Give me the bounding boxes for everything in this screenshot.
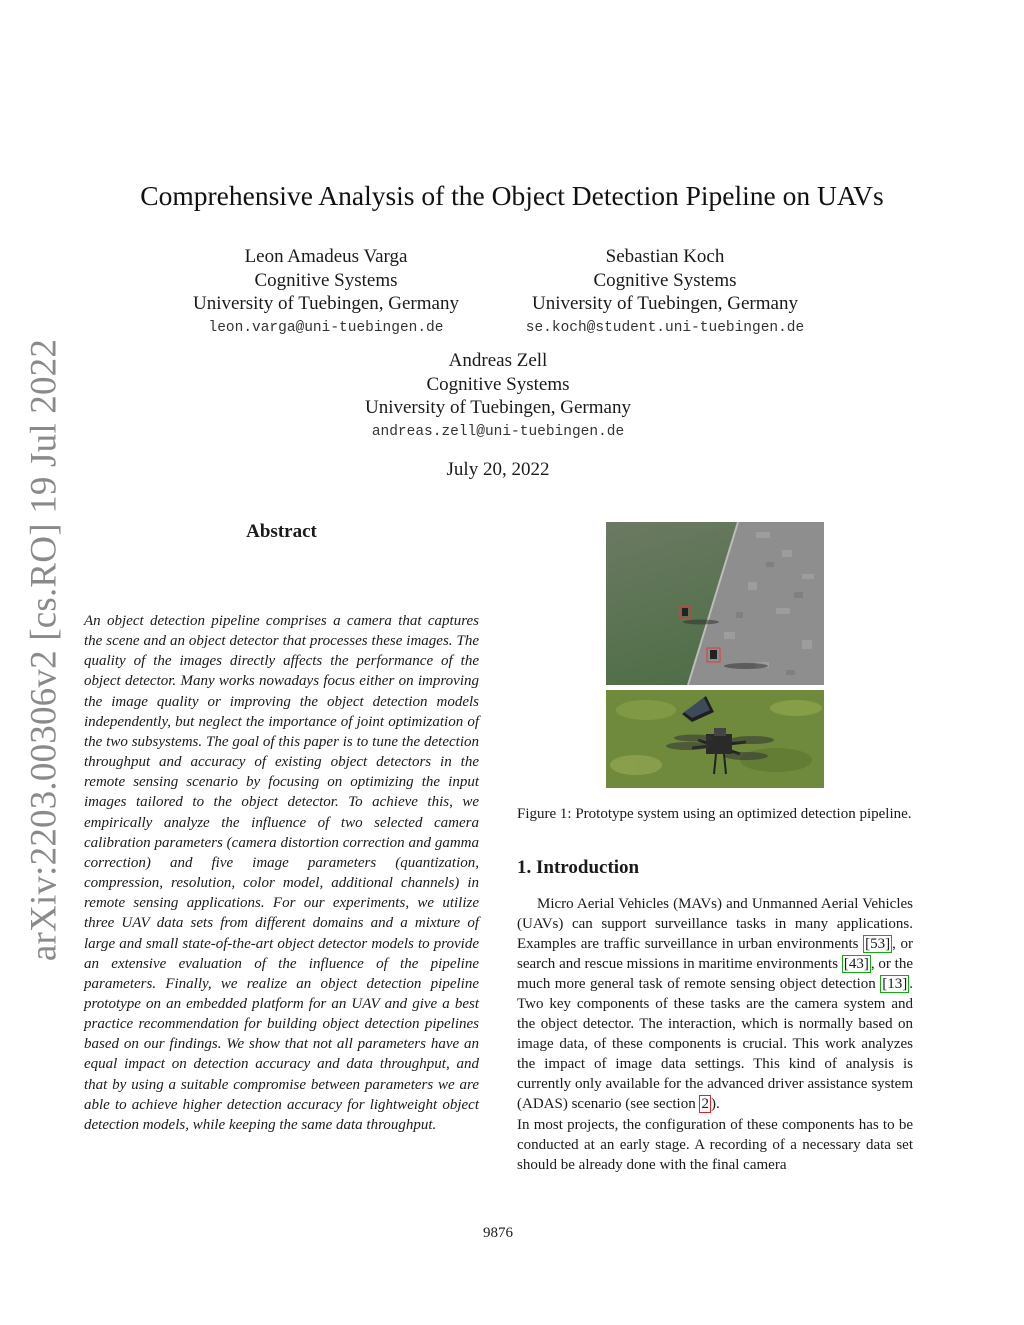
section-reference-link[interactable]: 2 [701,1096,709,1113]
page-number: 9876 [483,1225,513,1241]
author-email: andreas.zell@uni-tuebingen.de [371,423,625,440]
section-heading: 1. Introduction [517,857,640,878]
author-group: Cognitive Systems [426,373,570,395]
author-block [338,349,658,444]
citation-link[interactable]: [43] [843,956,869,973]
author-block [505,245,825,340]
intro-paragraph [517,894,913,1115]
author-email: se.koch@student.uni-tuebingen.de [525,319,805,336]
author-email: leon.varga@uni-tuebingen.de [208,319,444,336]
introduction-text [517,894,913,1175]
author-group: Cognitive Systems [593,269,737,291]
author-name: Leon Amadeus Varga [244,246,408,267]
figure-caption: Figure 1: Prototype system using an optimized detection pipeline. [517,806,912,822]
author-affiliation: University of Tuebingen, Germany [532,293,798,314]
text-run: , or search and rescue missions in maritime environments [517,936,913,973]
author-name: Sebastian Koch [605,246,725,267]
abstract-heading: Abstract [246,521,317,542]
author-name: Andreas Zell [448,350,548,371]
abstract-text: An object detection pipeline comprises a camera that captures the scene and an object detector that processes these images. The quality of the images directly affects the performance of the object detector. Many works nowadays focus either on improving the image quality or improving the object detection models independently, but neglect the importance of joint optimization of the two subsystems. The goal of this paper is to tune the detection throughput and accuracy of existing object detectors in the remote sensing scenario by focusing on optimizing the input images tailored to the object detector. To achieve this, we empirically analyze the influence of two selected camera calibration parameters (camera distortion correction and gamma correction) and five image parameters (quantization, compression, resolution, color model, additional channels) in remote sensing applications. For our experiments, we utilize three UAV data sets from different domains and a mixture of large and small state-of-the-art object detector models to provide an extensive evaluation of the influence of the pipeline parameters. Finally, we realize an object detection pipeline prototype on an embedded platform for an UAV and give a best practice recommendation for building object detection pipelines based on our findings. We show that not all parameters have an equal impact on detection accuracy and data throughput, and that by using a suitable compromise between parameters we are able to achieve higher detection accuracy for lightweight object detection models, while keeping the same data throughput. [84,613,479,1133]
citation-link[interactable]: [53] [865,936,891,953]
text-run: Micro Aerial Vehicles (MAVs) and Unmanned Aerial Vehicles (UAVs) can support surveillance tasks in many applications. Examples are traffic surveillance in urban environments [517,896,913,953]
publication-date: July 20, 2022 [446,459,550,480]
author-affiliation: University of Tuebingen, Germany [365,397,631,418]
text-run: ). [710,1096,720,1113]
arxiv-identifier: arXiv:2203.00306v2 [cs.RO] 19 Jul 2022 [23,338,65,962]
text-run: , or the much more general task of remote sensing object detection [517,956,913,993]
author-group: Cognitive Systems [254,269,398,291]
paper-title: Comprehensive Analysis of the Object Detection Pipeline on UAVs [140,180,884,211]
intro-paragraph: In most projects, the configuration of these components has to be conducted at an early stage. A recording of a necessary data set should be already done with the final camera [517,1116,913,1173]
citation-link[interactable]: [13] [882,976,908,993]
figure-aerial-photo [606,522,824,685]
author-affiliation: University of Tuebingen, Germany [193,293,459,314]
text-run: . Two key components of these tasks are the camera system and the object detector. The interaction, which is normally based on image data, of these components is crucial. This work analyzes the impact of image data settings. This kind of analysis is currently only available for the advanced driver assistance system (ADAS) scenario (see section [517,976,913,1113]
author-block [166,245,486,340]
figure-drone-photo [606,690,824,788]
